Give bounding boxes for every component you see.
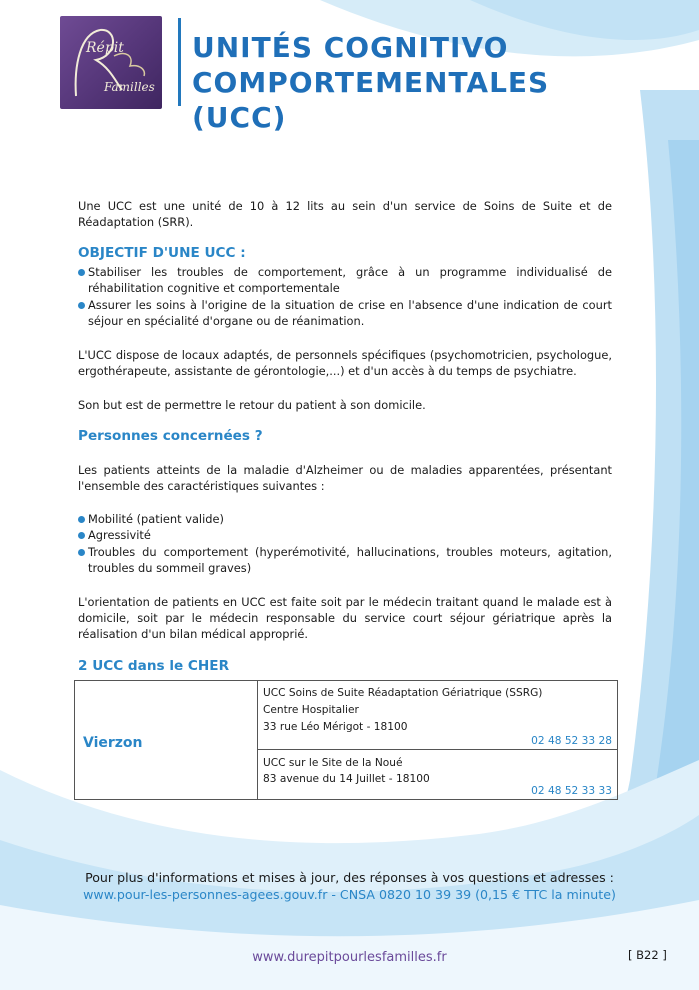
objectif-heading: OBJECTIF D'UNE UCC : xyxy=(78,245,246,261)
title-line-2: COMPORTEMENTALES (UCC) xyxy=(192,66,550,134)
logo-text-familles: Familles xyxy=(104,80,155,94)
intro-paragraph: Une UCC est une unité de 10 à 12 lits au sein d'un service de Soins de Suite et de Réadaptation (SRR). xyxy=(78,199,612,229)
personnes-heading: Personnes concernées ? xyxy=(78,428,263,444)
ucc-address: 33 rue Léo Mérigot - 18100 xyxy=(263,721,408,733)
ucc-phone: 02 48 52 33 33 xyxy=(531,785,612,797)
ucc-phone: 02 48 52 33 28 xyxy=(531,735,612,747)
footer-info-text: Pour plus d'informations et mises à jour, des réponses à vos questions et adresses : xyxy=(85,870,614,885)
personnes-bullet-text: Agressivité xyxy=(88,528,151,542)
table-city-cell xyxy=(75,681,258,799)
but-paragraph: Son but est de permettre le retour du patient à son domicile. xyxy=(78,398,426,412)
personnes-bullet-text: Mobilité (patient valide) xyxy=(88,512,224,526)
cher-heading: 2 UCC dans le CHER xyxy=(78,658,230,674)
personnes-bullet xyxy=(78,511,612,527)
logo-text-repit: Répit xyxy=(86,40,124,56)
ucc-name: UCC sur le Site de la Noué xyxy=(263,757,403,769)
city-name: Vierzon xyxy=(83,735,143,751)
objectif-bullet xyxy=(78,297,612,329)
table-row xyxy=(258,750,617,799)
orientation-paragraph: L'orientation de patients en UCC est faite soit par le médecin traitant quand le malade est à domicile, soit par le médecin responsable du service court séjour gériatrique après la réalisation d'un bilan médical approprié. xyxy=(78,595,612,641)
personnes-paragraph: Les patients atteints de la maladie d'Alzheimer ou de maladies apparentées, présentant l'ensemble des caractéristiques suivantes : xyxy=(78,463,612,493)
logo-mark xyxy=(60,16,162,109)
title-line-1: UNITÉS COGNITIVO xyxy=(192,31,509,64)
ucc-institution: Centre Hospitalier xyxy=(263,704,359,716)
logo xyxy=(60,16,162,109)
bullet-icon xyxy=(78,532,85,539)
objectif-bullet-text: Stabiliser les troubles de comportement, grâce à un programme individualisé de réhabilitation cognitive et comportementale xyxy=(88,265,612,295)
ucc-table xyxy=(74,680,618,800)
objectif-bullet xyxy=(78,264,612,296)
bullet-icon xyxy=(78,302,85,309)
footer-info-link[interactable]: www.pour-les-personnes-agees.gouv.fr - CNSA 0820 10 39 39 (0,15 € TTC la minute) xyxy=(83,887,616,902)
table-row xyxy=(258,681,617,750)
bullet-icon xyxy=(78,516,85,523)
bullet-icon xyxy=(78,549,85,556)
footer-website-link[interactable]: www.durepitpourlesfamilles.fr xyxy=(252,950,447,965)
objectif-bullet-text: Assurer les soins à l'origine de la situation de crise en l'absence d'une indication de court séjour en spécialité d'organe ou de réanimation. xyxy=(88,298,612,328)
personnes-bullet xyxy=(78,544,612,576)
footer-info xyxy=(40,869,659,903)
locaux-paragraph: L'UCC dispose de locaux adaptés, de personnels spécifiques (psychomotricien, psychologue, ergothérapeute, assistante de gérontologie,...) et d'un accès à du temps de psychiatre. xyxy=(78,348,612,378)
page-number: [ B22 ] xyxy=(628,948,667,962)
personnes-bullet xyxy=(78,527,612,543)
ucc-name: UCC Soins de Suite Réadaptation Gériatrique (SSRG) xyxy=(263,687,543,699)
ucc-address: 83 avenue du 14 Juillet - 18100 xyxy=(263,773,430,785)
page-title xyxy=(192,30,612,135)
title-divider xyxy=(178,18,181,106)
bullet-icon xyxy=(78,269,85,276)
personnes-bullet-text: Troubles du comportement (hyperémotivité, hallucinations, troubles moteurs, agitation, troubles du sommeil graves) xyxy=(88,545,612,575)
